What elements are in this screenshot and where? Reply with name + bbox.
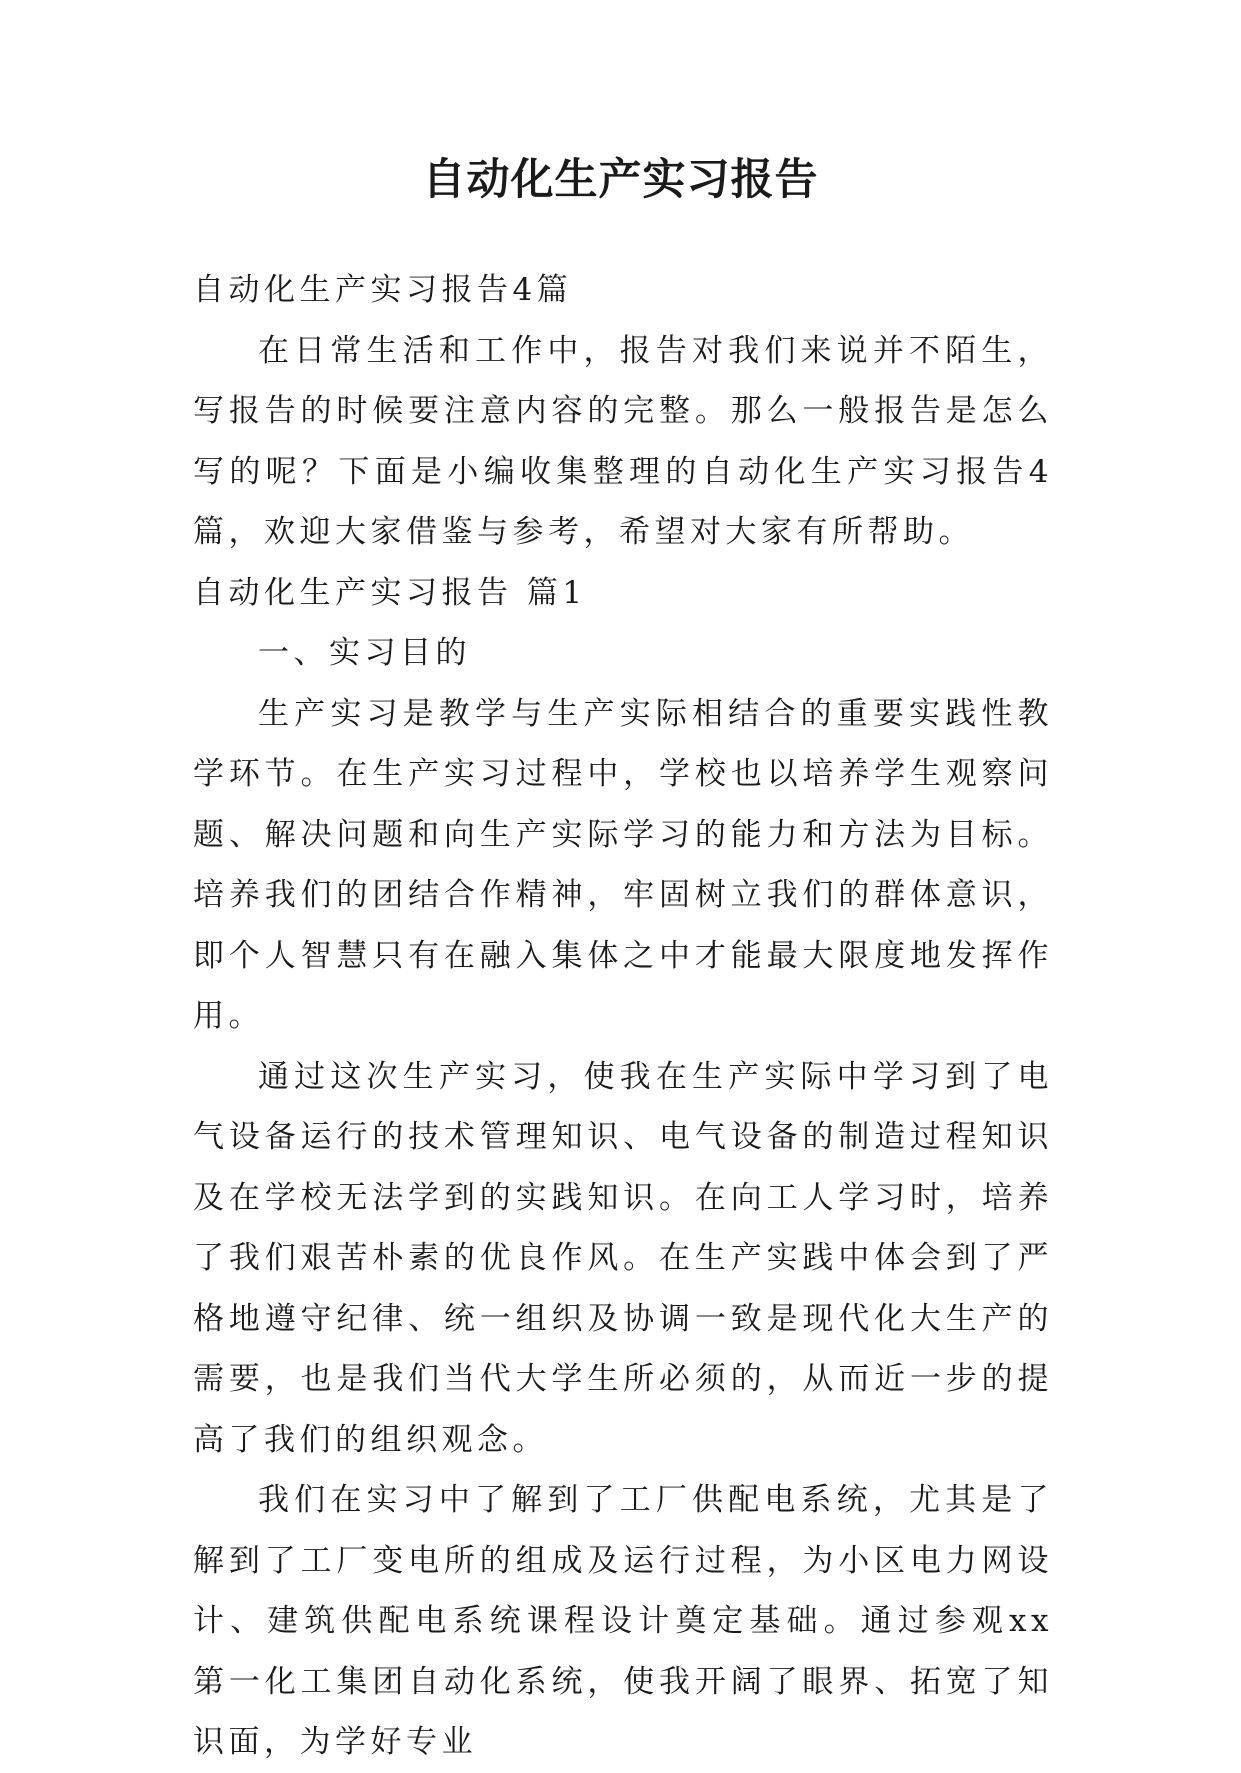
body-paragraph: 通过这次生产实习，使我在生产实际中学习到了电气设备运行的技术管理知识、电气设备的制造过程知识及在学校无法学到的实践知识。在向工人学习时，培养了我们艰苦朴素的优良作风。在生产实践中体会到了严格地遵守纪律、统一组织及协调一致是现代化大生产的需要，也是我们当代大学生所必须的，从而近一步的提高了我们的组织观念。 bbox=[193, 1058, 1053, 1458]
document-body bbox=[193, 260, 1053, 1773]
document-subtitle: 自动化生产实习报告4篇 bbox=[193, 272, 573, 308]
document-title: 自动化生产实习报告 bbox=[422, 155, 819, 205]
section-heading: 一、实习目的 bbox=[258, 635, 471, 671]
body-paragraph: 生产实习是教学与生产实际相结合的重要实践性教学环节。在生产实习过程中，学校也以培养学生观察问题、解决问题和向生产实际学习的能力和方法为目标。培养我们的团结合作精神，牢固树立我们的群体意识，即个人智慧只有在融入集体之中才能最大限度地发挥作用。 bbox=[193, 695, 1053, 1034]
intro-paragraph: 在日常生活和工作中，报告对我们来说并不陌生，写报告的时候要注意内容的完整。那么一般报告是怎么写的呢？下面是小编收集整理的自动化生产实习报告4篇，欢迎大家借鉴与参考，希望对大家有所帮助。 bbox=[193, 332, 1053, 550]
body-paragraph: 我们在实习中了解到了工厂供配电系统，尤其是了解到了工厂变电所的组成及运行过程，为小区电力网设计、建筑供配电系统课程设计奠定基础。通过参观xx第一化工集团自动化系统，使我开阔了眼界、拓宽了知识面，为学好专业 bbox=[193, 1482, 1053, 1760]
part-heading: 自动化生产实习报告 篇1 bbox=[193, 574, 587, 611]
